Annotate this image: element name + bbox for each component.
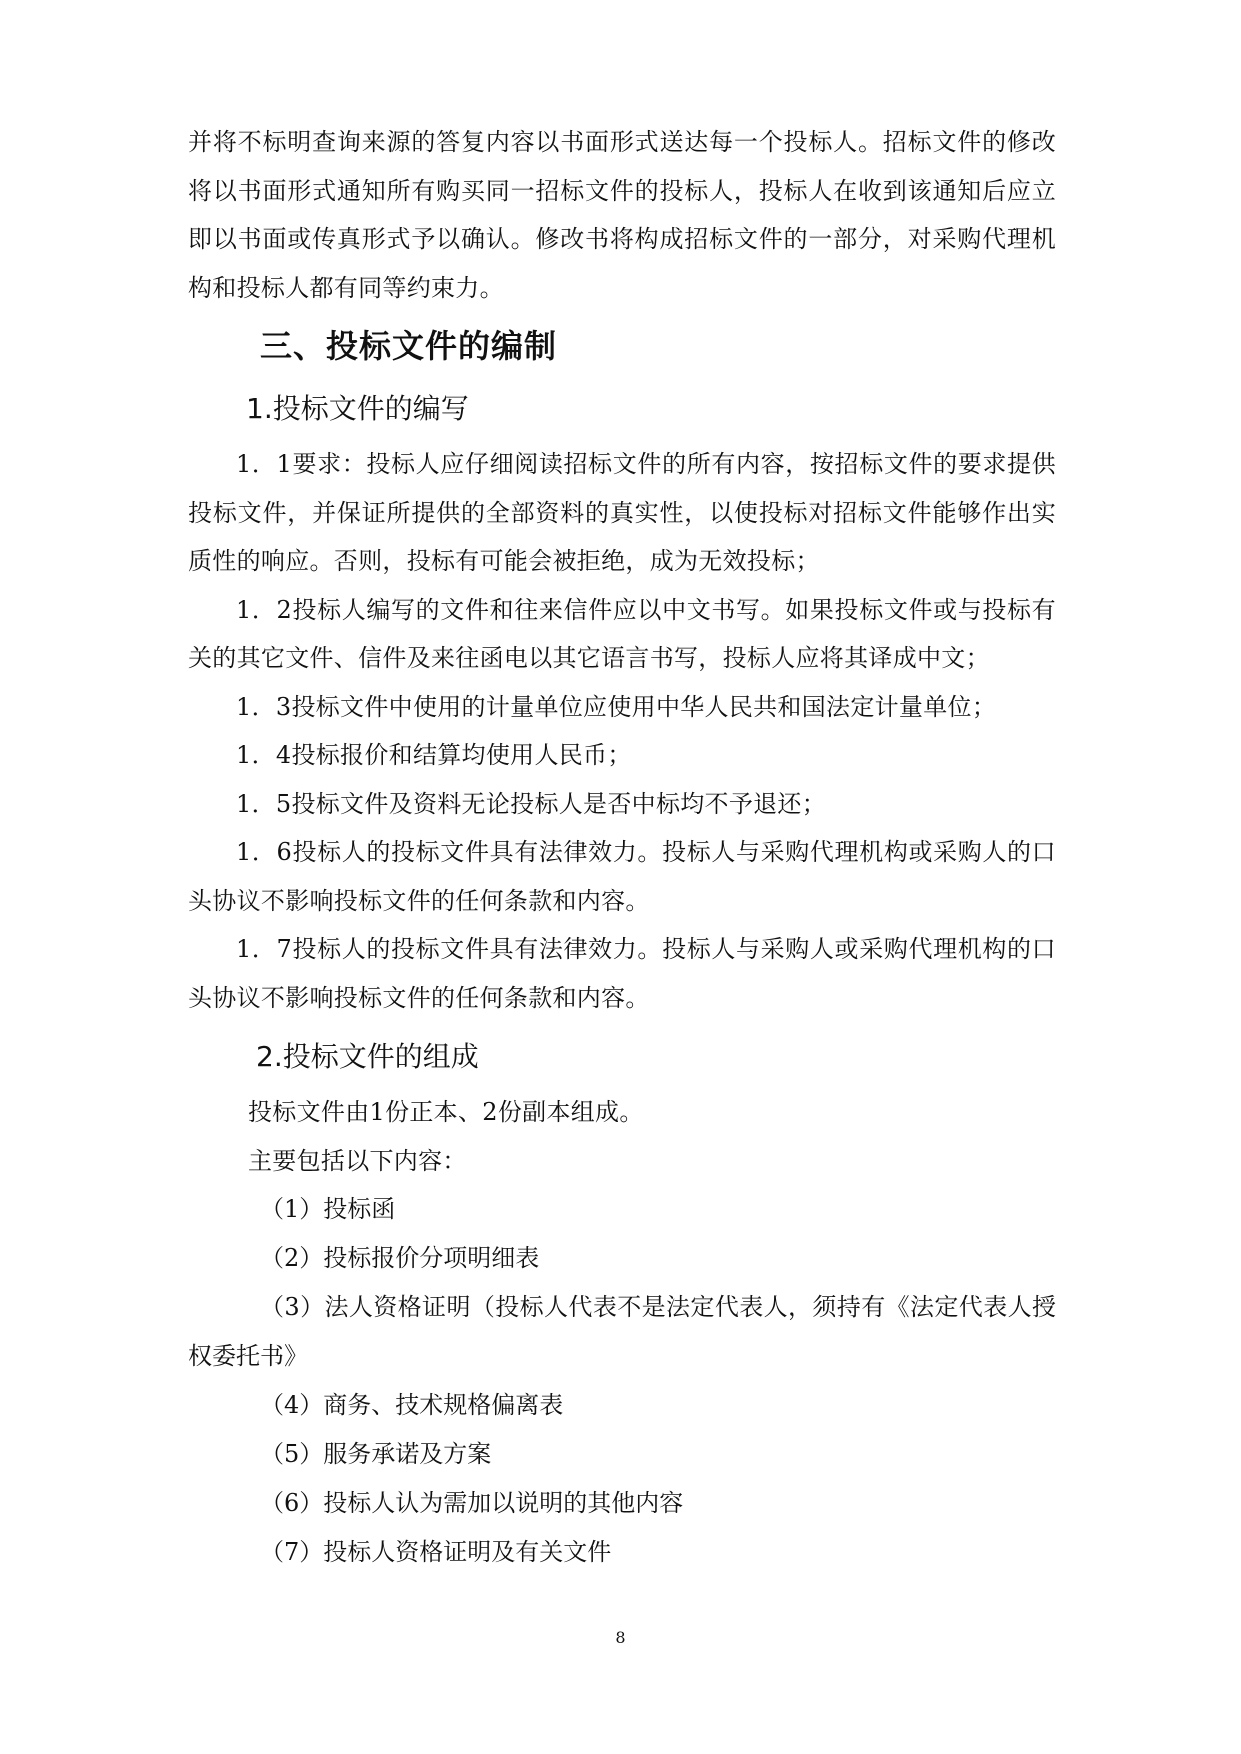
section-title: 三、投标文件的编制 — [260, 327, 558, 365]
page-content — [188, 118, 1056, 1577]
clause-1-6: 1．6投标人的投标文件具有法律效力。投标人与采购代理机构或采购人的口头协议不影响投标文件的任何条款和内容。 — [188, 838, 1056, 915]
list-item: （5）服务承诺及方案 — [260, 1440, 492, 1468]
composition-intro-copies: 投标文件由1份正本、2份副本组成。 — [248, 1098, 644, 1126]
clause-1-1: 1．1要求：投标人应仔细阅读招标文件的所有内容，按招标文件的要求提供投标文件，并保证所提供的全部资料的真实性，以使投标对招标文件能够作出实质性的响应。否则，投标有可能会被拒绝，成为无效投标； — [188, 450, 1056, 575]
list-item: （7）投标人资格证明及有关文件 — [260, 1538, 612, 1566]
clause-1-5: 1．5投标文件及资料无论投标人是否中标均不予退还； — [236, 789, 827, 818]
clause-1-7: 1．7投标人的投标文件具有法律效力。投标人与采购人或采购代理机构的口头协议不影响投标文件的任何条款和内容。 — [188, 935, 1056, 1012]
composition-intro-contents: 主要包括以下内容： — [248, 1146, 467, 1175]
continuation-paragraph: 并将不标明查询来源的答复内容以书面形式送达每一个投标人。招标文件的修改将以书面形式通知所有购买同一招标文件的投标人，投标人在收到该通知后应立即以书面或传真形式予以确认。修改书将构成招标文件的一部分，对采购代理机构和投标人都有同等约束力。 — [188, 128, 1056, 302]
list-item: （4）商务、技术规格偏离表 — [260, 1391, 564, 1419]
list-item: （2）投标报价分项明细表 — [260, 1244, 540, 1272]
clause-1-2: 1．2投标人编写的文件和往来信件应以中文书写。如果投标文件或与投标有关的其它文件、信件及来往函电以其它语言书写，投标人应将其译成中文； — [188, 595, 1056, 672]
clause-1-4: 1．4投标报价和结算均使用人民币； — [236, 741, 632, 769]
list-item: （3）法人资格证明（投标人代表不是法定代表人，须持有《法定代表人授权委托书》 — [188, 1293, 1056, 1370]
clause-1-3: 1．3投标文件中使用的计量单位应使用中华人民共和国法定计量单位； — [236, 692, 997, 721]
page-number: 8 — [615, 1628, 626, 1647]
subsection-title-composition: 2.投标文件的组成 — [256, 1040, 479, 1073]
list-item: （1）投标函 — [260, 1195, 396, 1223]
list-item: （6）投标人认为需加以说明的其他内容 — [260, 1489, 684, 1517]
subsection-title-writing: 1.投标文件的编写 — [246, 392, 469, 425]
